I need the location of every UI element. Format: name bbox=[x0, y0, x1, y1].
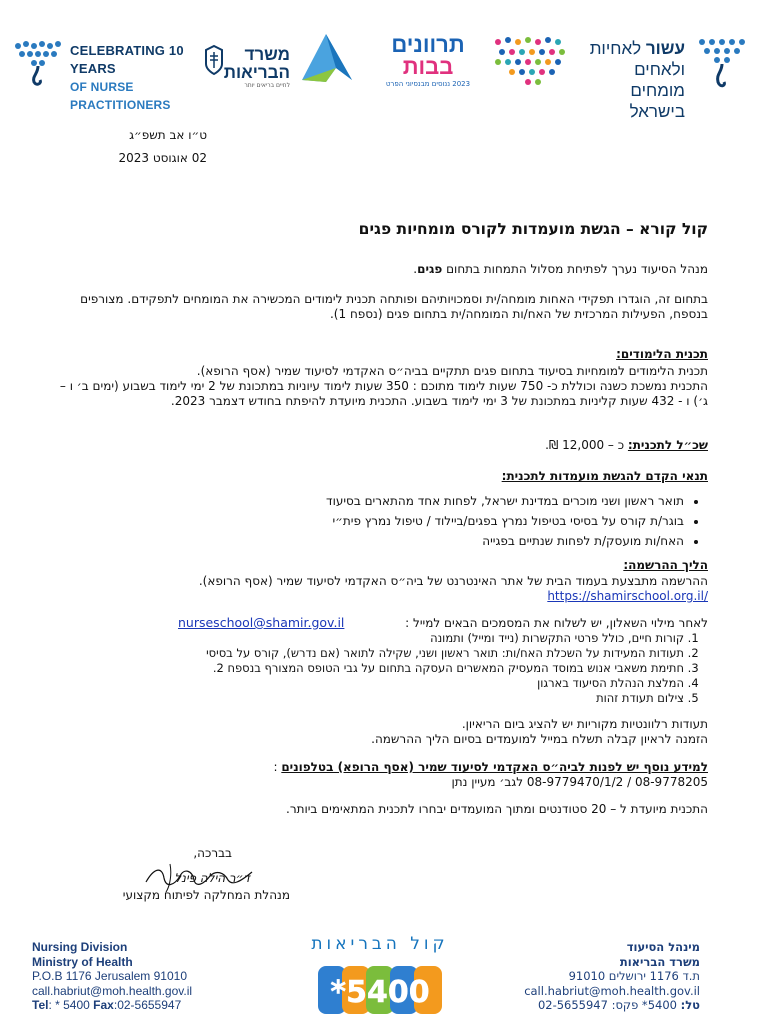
list-item: 3. חתימת משאבי אנוש במוסד המעסיק המאשרים העסקה בתחום על גבי הטופס המצורף בנספח 2. bbox=[24, 661, 684, 676]
state-emblem-icon bbox=[202, 44, 226, 76]
conference-sub: ננוסים מבנסיוני הפרט bbox=[385, 80, 451, 88]
signature-name: ד״ר הילה פינל bbox=[174, 871, 250, 885]
footer-he-line-3: ת.ד 1176 ירושלים 91010 bbox=[568, 969, 700, 983]
decade-logo-text bbox=[585, 38, 685, 122]
decade-word-rest: לאחיות ולאחים bbox=[589, 39, 685, 79]
conference-line-1: תרוונים bbox=[391, 32, 465, 57]
decade-emblem-icon bbox=[694, 36, 754, 94]
documents-list bbox=[24, 631, 708, 706]
footer-tel-label: טל: bbox=[680, 998, 700, 1012]
footer-en-line-3: P.O.B 1176 Jerusalem 91010 bbox=[32, 969, 187, 983]
ministry-name-line-1: משרד bbox=[244, 45, 290, 64]
footer-he-line-5 bbox=[440, 998, 700, 1013]
decade-line-1 bbox=[585, 38, 685, 80]
interview-line-1: תעודות רלוונטיות מקוריות יש להציג ביום הריאיון. bbox=[461, 717, 708, 731]
list-item: 5. צילום תעודת זהות bbox=[24, 691, 684, 706]
contact-label: למידע נוסף יש לפנות לביה״ס האקדמי לסיעוד שמיר (אסף הרופא) בטלפונים bbox=[281, 760, 708, 774]
tuition-line bbox=[48, 438, 708, 453]
intro-end: . bbox=[413, 262, 418, 276]
interview-line-2: הזמנה לראיון קבלה תשלח במייל למועמדים בסיום הליך ההרשמה. bbox=[371, 732, 708, 746]
curriculum-heading-text: תכנית הלימודים: bbox=[616, 347, 708, 361]
conference-line-2: בבות bbox=[402, 54, 454, 79]
footer-hebrew bbox=[440, 940, 700, 1013]
ministry-swoosh-icon bbox=[296, 30, 358, 88]
conference-logo-text bbox=[378, 34, 478, 78]
logo-line-1: CELEBRATING 10 YEARS bbox=[70, 43, 184, 76]
conference-subtitle bbox=[378, 80, 478, 88]
conference-year: 2023 bbox=[452, 80, 471, 88]
registration-link[interactable]: https://shamirschool.org.il/ bbox=[547, 589, 708, 603]
registration-heading bbox=[48, 558, 708, 573]
contact-phones: 08-9778205 / 08-9779470/1/2 לגב׳ מעיין נתן bbox=[451, 775, 708, 789]
registration-url-line bbox=[48, 589, 708, 604]
tuition-value: כ – 12,000 ₪. bbox=[545, 438, 625, 452]
prerequisites-list bbox=[84, 491, 708, 551]
prerequisites-heading-text: תנאי הקדם להגשת מועמדות לתכנית: bbox=[501, 469, 708, 483]
footer-en-line-1: Nursing Division bbox=[32, 940, 128, 954]
footer-he-line-1: מינהל הסיעוד bbox=[626, 940, 700, 954]
registration-text: ההרשמה מתבצעת בעמוד הבית של אתר האינטרנט של ביה״ס האקדמי לסיעוד שמיר (אסף הרופא). bbox=[198, 574, 708, 588]
page-title: קול קורא – הגשת מועמדות לקורס מומחיות פגים bbox=[358, 220, 708, 238]
curriculum-heading bbox=[48, 347, 708, 362]
list-item: 4. המלצת הנהלת הסיעוד בארגון bbox=[24, 676, 684, 691]
header-logo-bar bbox=[0, 0, 770, 121]
list-item: 2. תעודות המעידות על השכלת האח/ות: תואר ראשון ושני, שקילה לתואר (אם נדרש), קורס על בסיסי bbox=[24, 646, 684, 661]
fax-label: Fax bbox=[93, 998, 114, 1012]
kol-habriut-title: קול הבריאות bbox=[311, 934, 449, 954]
background-paragraph: בתחום זה, הוגדרו תפקידי האחות מומחה/ית וסמכויותיהם ופותחה תכנית לימודים המכשירה את המומחים לתפקידם. מצורפים בנספח, הפעילות המרכזית של האח/ות המומחה/ית בתחום פגים (נספח 1). bbox=[80, 292, 708, 321]
tel-label: Tel bbox=[32, 998, 49, 1012]
prerequisites-heading bbox=[48, 469, 708, 484]
intro-text: מנהל הסיעוד נערך לפתיחת מסלול התמחות בתחום bbox=[442, 262, 708, 276]
ministry-name-line-2: הבריאות bbox=[223, 63, 290, 82]
dots-pattern-icon bbox=[488, 32, 578, 88]
footer-english bbox=[32, 940, 262, 1013]
footer-en-line-4: call.habriut@moh.health.gov.il bbox=[32, 983, 193, 998]
footer-en-line-5 bbox=[32, 998, 262, 1013]
capacity-line: התכנית מיועדת ל – 20 סטודנטים ומתוך המועמדים יבחרו לתכנית המתאימים ביותר. bbox=[286, 802, 708, 816]
registration-heading-text: הליך ההרשמה: bbox=[623, 558, 708, 572]
closing: בברכה, bbox=[193, 846, 232, 860]
curriculum-line-1: תכנית הלימודים למומחיות בסיעוד בתחום פגים תתקיים בביה״ס האקדמי לסיעוד שמיר (אסף הרופא). bbox=[196, 364, 708, 378]
list-item: • בוגר/ת קורס על בסיסי בטיפול נמרץ בפגים/ביילוד / טיפול נמרץ פית״י bbox=[84, 511, 684, 531]
tel-value: : * 5400 bbox=[48, 998, 90, 1012]
date-gregorian: 02 אוגוסט 2023 bbox=[118, 151, 207, 165]
nurse-practitioners-logo-icon bbox=[12, 38, 66, 88]
list-item: 1. קורות חיים, כולל פרטי התקשרות (נייד ומייל) ותמונה bbox=[24, 631, 684, 646]
tuition-label: שכ״ל לתכנית: bbox=[627, 438, 708, 452]
list-item: • האח/ות מועסק/ת לפחות שנתיים בפגייה bbox=[84, 531, 684, 551]
footer-tel-value: 5400* פקס: 02-5655947 bbox=[537, 998, 677, 1012]
signature-role: מנהלת המחלקה לפיתוח מקצועי bbox=[122, 888, 290, 902]
curriculum-line-2: התכנית נמשכת כשנה וכוללת כ- 750 שעות לימוד מתוכם : 350 שעות לימוד עיוניות במתכונת של 2 ימי לימוד בשבוע (ימים ב׳ ו – ג׳) ו - 432 שעות קליניות במתכונת של 3 ימי לימוד בשבוע. התכנית מיועדת להיפתח בחודש דצמבר 2023. bbox=[59, 379, 708, 408]
ministry-logo-name bbox=[223, 45, 290, 82]
footer-he-line-4: call.habriut@moh.health.gov.il bbox=[524, 983, 700, 998]
nurse-practitioners-logo-text bbox=[70, 42, 190, 114]
logo-line-2: OF NURSE PRACTITIONERS bbox=[70, 80, 171, 112]
intro-bold: פגים bbox=[417, 262, 443, 276]
intro-paragraph bbox=[48, 262, 708, 277]
date-hebrew: ט״ו אב תשפ״ג bbox=[129, 128, 207, 142]
contact-line bbox=[48, 760, 708, 775]
footer-en-line-2: Ministry of Health bbox=[32, 954, 133, 969]
ministry-tagline: לחיים בריאים יותר bbox=[244, 82, 290, 89]
decade-line-2: מומחים בישראל bbox=[629, 81, 685, 121]
documents-intro: לאחר מילוי השאלון, יש לשלוח את המסמכים הבאים למייל : bbox=[405, 616, 708, 630]
decade-word: עשור bbox=[645, 39, 685, 58]
kol-habriut-number: *5400 bbox=[330, 975, 430, 1010]
footer-he-line-2: משרד הבריאות bbox=[619, 954, 700, 969]
contact-colon: : bbox=[273, 760, 278, 774]
list-item: • תואר ראשון ושני מוכרים במדינת ישראל, לפחות אחד מהתארים בסיעוד bbox=[84, 491, 684, 511]
fax-value: :02-5655947 bbox=[113, 998, 182, 1012]
email-link[interactable]: nurseschool@shamir.gov.il bbox=[178, 615, 345, 630]
kol-habriut-badge-icon bbox=[312, 960, 448, 1020]
